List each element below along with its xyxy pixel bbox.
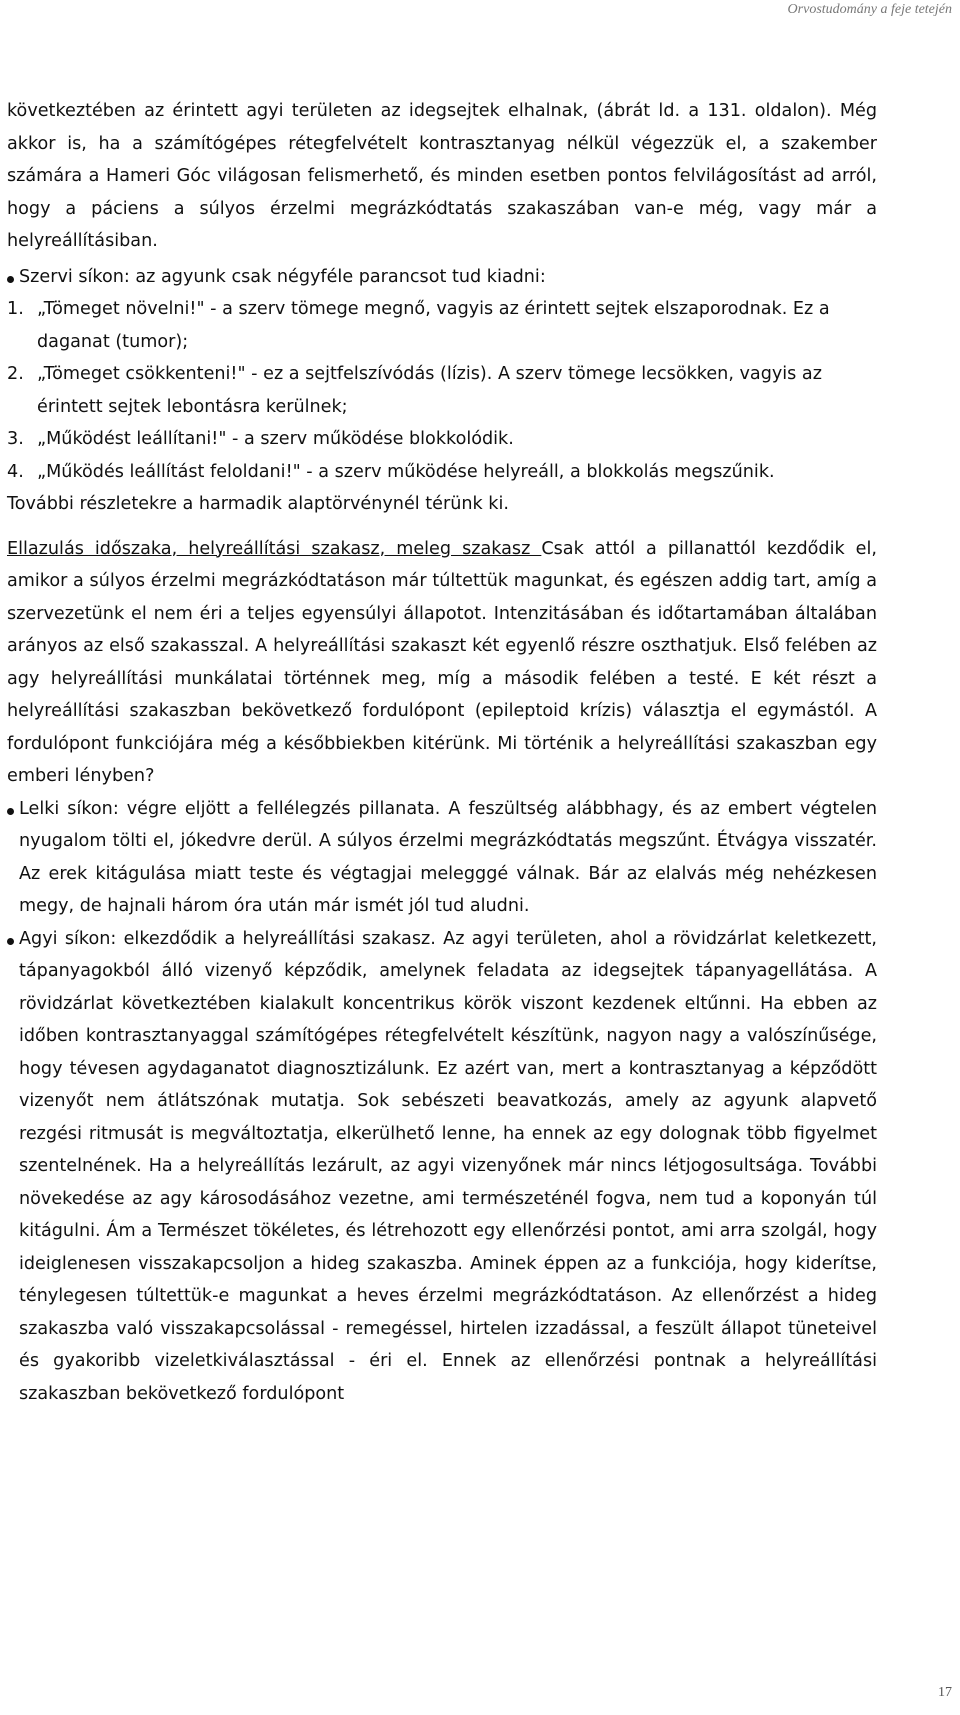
command-number: 3. [7, 429, 24, 449]
bullet-text: Lelki síkon: végre eljött a fellélegzés pillanata. A feszültség alábbhagy, és az embert végtelen nyugalom tölti el, jókedvre derül. A súlyos érzelmi megrázkódtatás megszűnt. Étvágya visszatér. Az erek kitágulása miatt teste és végtagjai melegggé válnak. Bár az elalvás még nehézkesen megy, de hajnali három óra után már ismét jól tud aludni. [19, 798, 877, 916]
command-text: „Tömeget csökkenteni!" - ez a sejtfelszívódás (lízis). A szerv tömege lecsökken, vagyis az érintett sejtek lebontásra kerülnek; [37, 364, 822, 417]
bullet-icon [7, 808, 14, 815]
command-item-4 [7, 456, 877, 489]
section-paragraph [7, 533, 877, 793]
organ-level-intro [7, 261, 877, 294]
command-text: „Működés leállítást feloldani!" - a szerv működése helyreáll, a blokkolás megszűnik. [37, 461, 775, 482]
page-content [7, 95, 877, 1410]
page-number: 17 [938, 1685, 952, 1700]
bullet-icon [7, 938, 14, 945]
section-heading: Ellazulás időszaka, helyreállítási szakasz, meleg szakasz [7, 538, 542, 559]
command-item-3 [7, 423, 877, 456]
command-number: 1. [7, 299, 24, 319]
bullet-text: Agyi síkon: elkezdődik a helyreállítási szakasz. Az agyi területen, ahol a rövidzárlat keletkezett, tápanyagokból álló vizenyő képződik, amelynek feladata az idegsejtek tápanyagellátása. A rövidzárlat következtében kialakult koncentrikus körök viszont kezdenek eltűnni. Ha ebben az időben kontrasztanyaggal számítógépes rétegfelvételt készítünk, nagyon nagy a valószínűsége, hogy tévesen agydaganatot diagnosztizálunk. Ez azért van, mert a kontrasztanyag a képződött vizenyőt nem átlátszónak mutatja. Sok sebészeti beavatkozás, amely az agyunk alapvető rezgési ritmusát is megváltoztatja, elkerülhető lenne, ha ennek az egy dolognak több figyelmet szentelnének. Ha a helyreállítás lezárult, az agyi vizenyőnek már nincs létjogosultsága. További növekedése az agy károsodásához vezetne, ami természeténél fogva, nem tud a koponyán túl kitágulni. Ám a Természet tökéletes, és létrehozott egy ellenőrzési pontot, ami arra szolgál, hogy ideiglenesen visszakapcsoljon a hideg szakaszba. Aminek éppen az a funkciója, hogy kiderítse, ténylegesen túltettük-e magunkat a heves érzelmi megrázkódtatáson. Az ellenőrzést a hideg szakaszba való visszakapcsolással - remegéssel, hirtelen izzadással, a feszült állapot tüneteivel és gyakoribb vizeletkiválasztással - éri el. Ennek az ellenőrzési pontnak a helyreállítási szakaszban bekövetkező fordulópont [19, 928, 877, 1404]
command-item-1 [7, 293, 877, 358]
organ-level-intro-text: Szervi síkon: az agyunk csak négyféle parancsot tud kiadni: [19, 266, 546, 287]
bullet-icon [7, 276, 14, 283]
command-text: „Tömeget növelni!" - a szerv tömege megnő, vagyis az érintett sejtek elszaporodnak. Ez a daganat (tumor); [37, 299, 830, 352]
section-text: Csak attól a pillanattól kezdődik el, amikor a súlyos érzelmi megrázkódtatáson már túltettük magunkat, és egészen addig tart, amíg a szervezetünk el nem éri a teljes egyensúlyi állapotot. Intenzitásában és időtartamában általában arányos az első szakasszal. A helyreállítási szakaszt két egyenlő részre oszthatjuk. Első felében az agy helyreállítási munkálatai történnek meg, míg a második felében a testé. E két részt a helyreállítási szakaszban bekövetkező fordulópont (epileptoid krízis) választja el egymástól. A fordulópont funkciójára még a későbbiekben kitérünk. Mi történik a helyreállítási szakaszban egy emberi lényben? [7, 538, 877, 786]
command-text: „Működést leállítani!" - a szerv működése blokkolódik. [37, 429, 514, 449]
organ-level-outro: További részletekre a harmadik alaptörvénynél térünk ki. [7, 494, 509, 514]
running-header: Orvostudomány a feje tetején [787, 2, 952, 17]
command-item-2 [7, 358, 877, 423]
bullet-mental-level [7, 793, 877, 923]
command-number: 2. [7, 364, 24, 384]
intro-paragraph: következtében az érintett agyi területen az idegsejtek elhalnak, (ábrát ld. a 131. oldalon). Még akkor is, ha a számítógépes rétegfelvételt kontrasztanyag nélkül végezzük el, a szakember számára a Hameri Góc világosan felismerhető, és minden esetben pontos felvilágosítást ad arról, hogy a páciens a súlyos érzelmi megrázkódtatás szakaszában van-e még, vagy már a helyreállításiban. [7, 101, 877, 251]
bullet-brain-level [7, 923, 877, 1411]
command-number: 4. [7, 461, 24, 482]
